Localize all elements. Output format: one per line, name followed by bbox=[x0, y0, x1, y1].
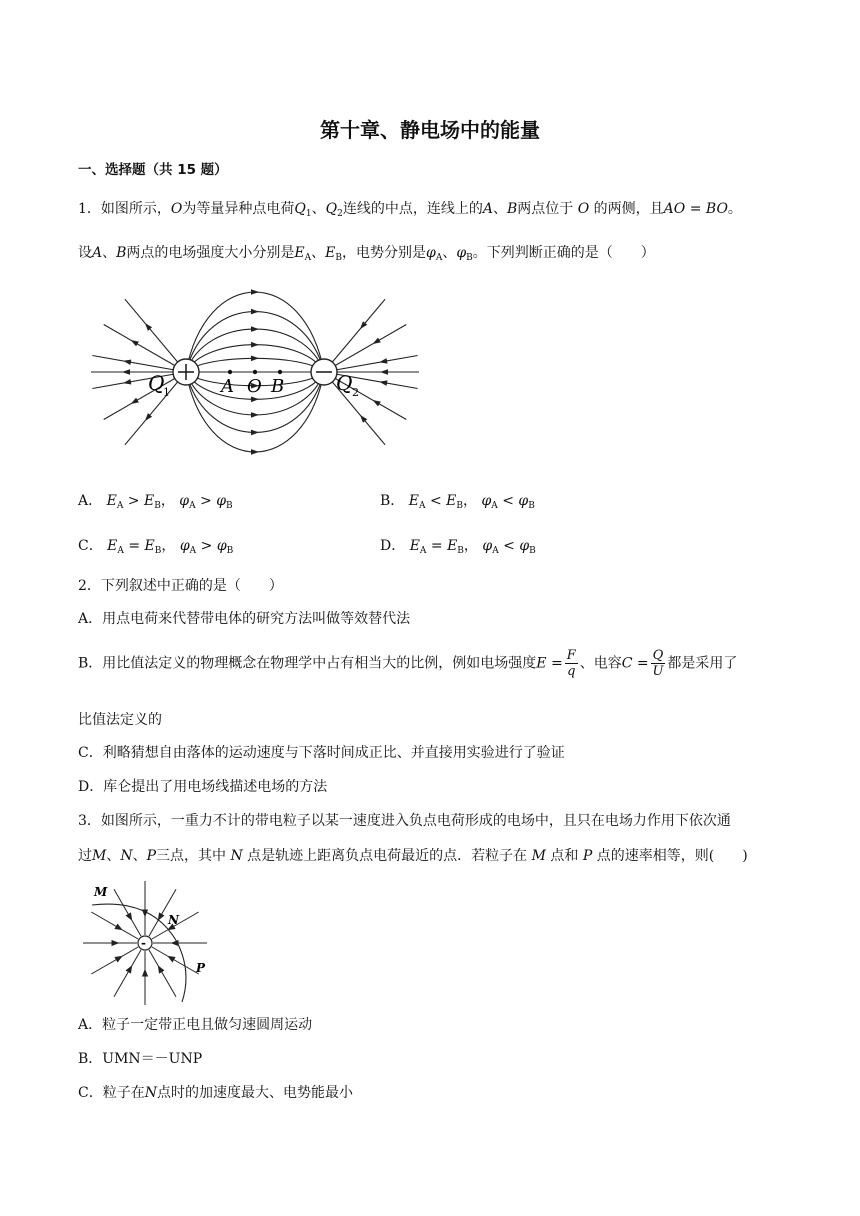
q2-option-b[interactable]: B．用比值法定义的物理概念在物理学中占有相当大的比例，例如电场强度E = $\frac{F}{q}$ 、电容C = $\frac{Q}{U}$ 都是采用了 bbox=[78, 648, 738, 679]
q2-option-b-continued: 比值法定义的 bbox=[78, 712, 162, 728]
negative-charge-field-figure bbox=[82, 880, 212, 1005]
q2-charge-sub: 2 bbox=[352, 386, 359, 399]
point-n-label: N bbox=[168, 913, 179, 927]
point-o-label: O bbox=[247, 376, 262, 397]
point-b-dot bbox=[278, 370, 282, 374]
q1-charge-sub: 1 bbox=[163, 386, 170, 399]
q1-option-b[interactable]: B． $E_A < E_B$， $\varphi_A < \varphi_B$ bbox=[380, 493, 535, 511]
q1-stem-line1: 1．如图所示，O为等量异种点电荷$Q_1$、$Q_2$连线的中点，连线上的A、B两点位于 O 的两侧，且AO = BO。 bbox=[78, 201, 742, 219]
q1-stem-line2: 设A、B两点的电场强度大小分别是$E_A$、$E_B$，电势分别是$\varphi_A$、$\varphi_B$。下列判断正确的是（ ） bbox=[78, 245, 655, 263]
point-a-dot bbox=[228, 370, 232, 374]
point-p-label: P bbox=[196, 961, 206, 975]
q2-charge-label: Q bbox=[336, 371, 353, 395]
q3-stem-line2: 过M、N、P三点，其中 N 点是轨迹上距离负点电荷最近的点．若粒子在 M 点和 P 点的速率相等，则( ) bbox=[78, 848, 748, 864]
point-b-label: B bbox=[271, 376, 285, 397]
page-title: 第十章、静电场中的能量 bbox=[320, 118, 540, 142]
q1-charge-label: Q bbox=[148, 371, 165, 395]
q3-option-a[interactable]: A．粒子一定带正电且做匀速圆周运动 bbox=[78, 1017, 313, 1033]
section-heading: 一、选择题（共 15 题） bbox=[78, 162, 228, 178]
point-a-label: A bbox=[221, 376, 234, 397]
dipole-field-figure bbox=[90, 280, 420, 465]
q1-option-c[interactable]: C． $E_A = E_B$， $\varphi_A > \varphi_B$ bbox=[78, 538, 234, 556]
point-m-label: M bbox=[94, 885, 108, 899]
q2-option-a[interactable]: A．用点电荷来代替带电体的研究方法叫做等效替代法 bbox=[78, 611, 411, 627]
q1-option-d[interactable]: D． $E_A = E_B$， $\varphi_A < \varphi_B$ bbox=[380, 538, 536, 556]
q2-option-c[interactable]: C．利略猜想自由落体的运动速度与下落时间成正比、并直接用实验进行了验证 bbox=[78, 745, 565, 761]
q2-option-d[interactable]: D．库仑提出了用电场线描述电场的方法 bbox=[78, 779, 328, 795]
q3-option-b[interactable]: B．UMN＝－UNP bbox=[78, 1051, 203, 1067]
q1-option-a[interactable]: A． $E_A > E_B$， $\varphi_A > \varphi_B$ bbox=[78, 493, 233, 511]
q3-option-c[interactable]: C．粒子在N点时的加速度最大、电势能最小 bbox=[78, 1085, 353, 1101]
q2-stem: 2．下列叙述中正确的是（ ） bbox=[78, 578, 283, 594]
point-o-dot bbox=[253, 370, 257, 374]
q3-stem-line1: 3．如图所示，一重力不计的带电粒子以某一速度进入负点电荷形成的电场中，且只在电场力作用下依次通 bbox=[78, 813, 731, 829]
svg-text:-: - bbox=[141, 936, 146, 950]
